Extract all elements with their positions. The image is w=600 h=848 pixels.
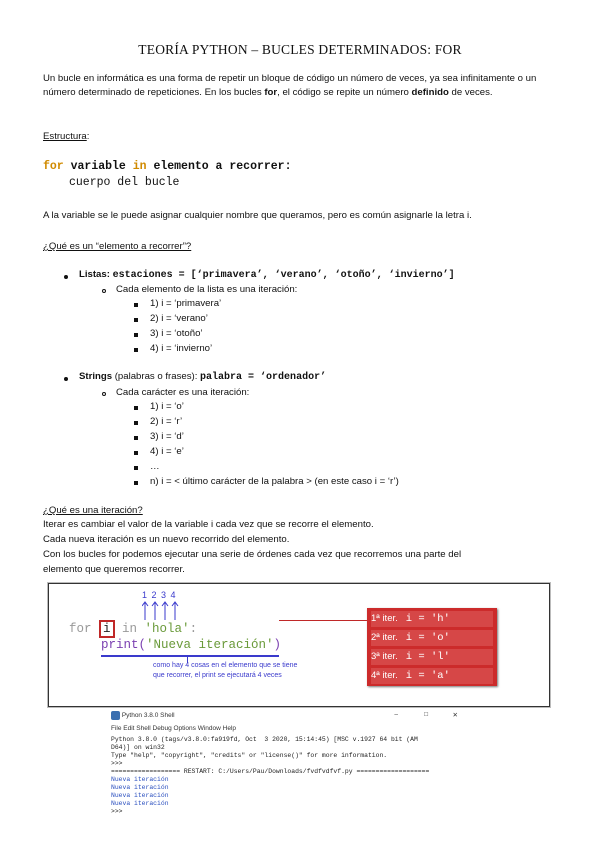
code-keyword-in: in — [132, 160, 147, 173]
shell-line: >>> — [111, 760, 123, 767]
iter-line-2: Cada nueva iteración es un nuevo recorrido del elemento. — [43, 534, 290, 545]
underline-bar — [101, 655, 279, 657]
figure-code-print: print( — [101, 638, 147, 652]
figure-code-line-2 — [101, 638, 281, 652]
listas-iter-1: 1) i = ‘primavera’ — [150, 298, 222, 309]
iteration-numbers: 1 2 3 4 — [142, 590, 177, 600]
estructura-label: Estructura — [43, 131, 87, 142]
strings-sub: Cada carácter es una iteración: — [116, 387, 250, 398]
iteration-row — [371, 668, 493, 684]
figure-note-line-1: como hay 4 cosas en el elemento que se tiene — [153, 662, 298, 669]
shell-output — [111, 736, 468, 816]
bullet-square — [134, 466, 138, 470]
intro-text-2: , el código se repite un número — [277, 87, 412, 98]
shell-menu[interactable]: File Edit Shell Debug Options Window Help — [111, 725, 237, 732]
figure-code-string: 'hola' — [144, 622, 190, 636]
question-elemento: ¿Qué es un “elemento a recorrer”? — [43, 241, 192, 252]
listas-iter-2: 2) i = ‘verano’ — [150, 313, 208, 324]
bullet-dot — [64, 275, 68, 279]
intro-text-1: Un bucle en informática es una forma de repetir un bloque de código un número de veces, ya sea infinitamente o un número determinado de repeticiones. En los bucles — [43, 73, 537, 98]
iteration-label: 1ª iter. — [371, 613, 398, 624]
iter-line-4: elemento que queremos recorrer. — [43, 564, 185, 575]
iterations-box — [367, 608, 497, 686]
listas-item — [79, 268, 455, 282]
strings-iter-ellipsis: … — [150, 461, 160, 472]
iteration-label: 2ª iter. — [371, 632, 398, 643]
bullet-square — [134, 348, 138, 352]
bullet-dot — [64, 377, 68, 381]
iteration-row — [371, 630, 493, 646]
figure-code-colon: : — [189, 622, 198, 636]
estructura-colon: : — [86, 131, 90, 142]
strings-desc: (palabras o frases): — [112, 371, 201, 382]
figure-note-line-2: que recorrer, el print se ejecutará 4 veces — [153, 672, 282, 679]
code-for-line — [43, 160, 291, 173]
shell-output-line: Nueva iteración — [111, 784, 169, 791]
iteration-code: i = 'h' — [405, 613, 450, 625]
strings-code: palabra = ‘ordenador’ — [200, 372, 327, 383]
page-title: TEORÍA PYTHON – BUCLES DETERMINADOS: FOR — [138, 42, 462, 57]
bullet-square — [134, 481, 138, 485]
code-variable: variable — [63, 160, 133, 173]
intro-text-3: de veces. — [448, 87, 493, 98]
strings-iter-1: 1) i = ‘o’ — [150, 401, 184, 412]
iter-line-1: Iterar es cambiar el valor de la variable i cada vez que se recorre el elemento. — [43, 519, 374, 530]
variable-explanation: A la variable se le puede asignar cualquier nombre que queramos, pero es común asignarle la letra i. — [43, 210, 472, 221]
strings-iter-3: 3) i = ‘d’ — [150, 431, 184, 442]
bullet-square — [134, 451, 138, 455]
figure-code-print-string: 'Nueva iteración' — [146, 638, 274, 652]
bullet-square — [134, 333, 138, 337]
intro-bold-for: for — [264, 87, 278, 98]
close-icon[interactable]: ✕ — [452, 712, 458, 719]
minimize-icon[interactable]: – — [394, 711, 398, 718]
bullet-square — [134, 406, 138, 410]
figure-code-in: in — [114, 622, 145, 636]
maximize-icon[interactable]: □ — [424, 711, 428, 718]
code-body-line: cuerpo del bucle — [69, 176, 180, 189]
iteration-row — [371, 649, 493, 665]
python-icon — [111, 711, 120, 720]
shell-title: Python 3.8.0 Shell — [121, 712, 175, 720]
shell-output-line: Nueva iteración — [111, 800, 169, 807]
shell-output-line: Nueva iteración — [111, 792, 169, 799]
bullet-circle — [102, 392, 106, 396]
code-keyword-for: for — [43, 160, 64, 173]
listas-code: estaciones = [‘primavera’, ‘verano’, ‘otoño’, ‘invierno’] — [112, 270, 455, 281]
bullet-square — [134, 421, 138, 425]
shell-line: Python 3.8.0 (tags/v3.8.0:fa919fd, Oct 3 2020, 15:14:45) [MSC v.1927 64 bit (AM — [111, 736, 418, 743]
figure-code-close: ) — [273, 638, 282, 652]
listas-iter-3: 3) i = ‘otoño’ — [150, 328, 203, 339]
loop-illustration — [48, 583, 550, 707]
listas-sub: Cada elemento de la lista es una iteración: — [116, 284, 298, 295]
shell-prompt[interactable]: >>> — [111, 808, 127, 815]
strings-iter-n: n) i = < último carácter de la palabra > (en este caso i = ‘r’) — [150, 476, 399, 487]
figure-code-for: for — [69, 622, 100, 636]
shell-line: ================== RESTART: C:/Users/Pau/Downloads/fvdfvdfvf.py =================== — [111, 768, 430, 775]
intro-paragraph — [43, 72, 558, 100]
listas-iter-4: 4) i = ‘invierno’ — [150, 343, 213, 354]
estructura-heading — [43, 130, 558, 144]
iteration-label: 3ª iter. — [371, 651, 398, 662]
python-shell-window — [111, 711, 468, 836]
connector-line — [279, 620, 367, 621]
iteration-code: i = 'o' — [405, 632, 450, 644]
iteration-label: 4ª iter. — [371, 670, 398, 681]
iteration-code: i = 'l' — [405, 651, 450, 663]
arrows-icon — [142, 600, 182, 622]
figure-code-var: i — [99, 620, 115, 638]
bullet-circle — [102, 289, 106, 293]
code-rest: elemento a recorrer: — [146, 160, 292, 173]
strings-item — [79, 370, 326, 384]
iteration-row — [371, 611, 493, 627]
iteration-code: i = 'a' — [405, 670, 450, 682]
iter-line-3: Con los bucles for podemos ejecutar una serie de órdenes cada vez que recorremos una parte del — [43, 549, 462, 560]
figure-note — [153, 661, 297, 681]
strings-label: Strings — [79, 371, 113, 382]
shell-line: Type "help", "copyright", "credits" or "license()" for more information. — [111, 752, 388, 759]
strings-iter-4: 4) i = ‘e’ — [150, 446, 184, 457]
listas-label: Listas: — [79, 269, 110, 280]
question-iteracion: ¿Qué es una iteración? — [43, 505, 143, 516]
bullet-square — [134, 436, 138, 440]
figure-code-line-1 — [69, 622, 197, 636]
strings-iter-2: 2) i = ‘r’ — [150, 416, 183, 427]
shell-titlebar — [111, 711, 468, 725]
bullet-square — [134, 318, 138, 322]
shell-output-line: Nueva iteración — [111, 776, 169, 783]
bullet-square — [134, 303, 138, 307]
intro-bold-definido: definido — [411, 87, 449, 98]
shell-line: D64)] on win32 — [111, 744, 165, 751]
